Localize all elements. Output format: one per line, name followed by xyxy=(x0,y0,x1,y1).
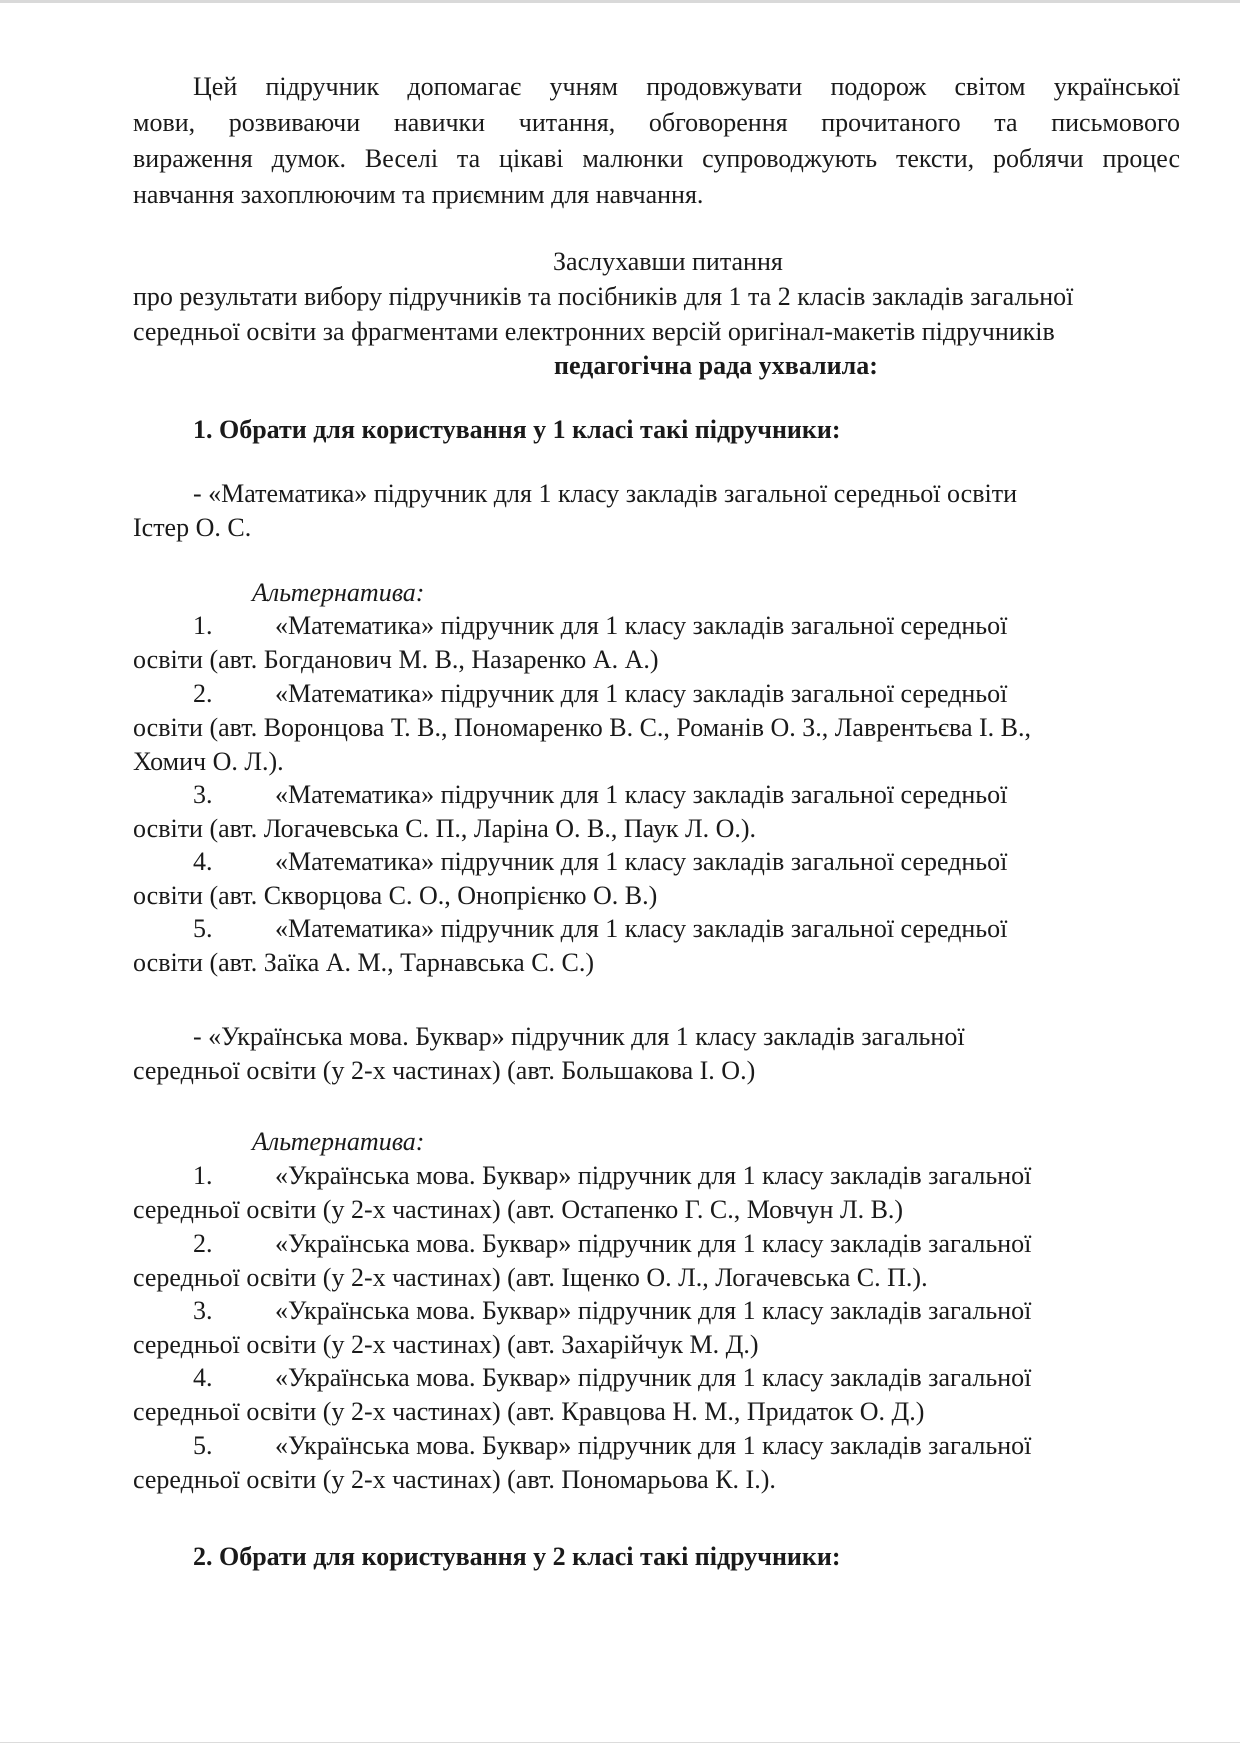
math-alt-3-line-1 xyxy=(193,778,1007,812)
intro-line-3: вираження думок. Веселі та цікаві малюнки супроводжують тексти, роблячи процес xyxy=(133,144,1180,173)
math-alt-3-line-2: освіти (авт. Логачевська С. П., Ларіна О. В., Паук Л. О.). xyxy=(133,814,757,843)
math-alt-4-line-1 xyxy=(193,845,1007,879)
heard-title: Заслухавши питання xyxy=(553,247,783,276)
ukr-alt-5-number: 5. xyxy=(193,1431,213,1460)
ukr-alt-2-line-1 xyxy=(193,1227,1031,1261)
math-alt-4-line-2: освіти (авт. Скворцова С. О., Онопрієнко О. В.) xyxy=(133,881,658,910)
ukr-alt-1-line-1 xyxy=(193,1159,1031,1193)
ukr-alt-4-text: «Українська мова. Буквар» підручник для 1 класу закладів загальної xyxy=(275,1363,1032,1392)
math-main-line-1: - «Математика» підручник для 1 класу закладів загальної середньої освіти xyxy=(193,479,1017,508)
decision-text: педагогічна рада ухвалила: xyxy=(554,351,878,380)
math-alt-5-number: 5. xyxy=(193,914,213,943)
math-alt-4-text: «Математика» підручник для 1 класу закладів загальної середньої xyxy=(275,847,1008,876)
ukr-alt-5-line-2: середньої освіти (у 2-х частинах) (авт. Пономарьова К. І.). xyxy=(133,1465,776,1494)
ukr-alt-3-line-2: середньої освіти (у 2-х частинах) (авт. Захарійчук М. Д.) xyxy=(133,1330,759,1359)
intro-line-4: навчання захоплюючим та приємним для навчання. xyxy=(133,180,704,209)
math-alt-2-line-1 xyxy=(193,677,1007,711)
ukr-alt-1-line-2: середньої освіти (у 2-х частинах) (авт. Остапенко Г. С., Мовчун Л. В.) xyxy=(133,1195,904,1224)
intro-line-1: Цей підручник допомагає учням продовжувати подорож світом української xyxy=(193,72,1180,101)
math-alt-2-number: 2. xyxy=(193,679,213,708)
math-alt-3-text: «Математика» підручник для 1 класу закладів загальної середньої xyxy=(275,780,1008,809)
math-alt-5-text: «Математика» підручник для 1 класу закладів загальної середньої xyxy=(275,914,1008,943)
ukr-main-line-2: середньої освіти (у 2-х частинах) (авт. Большакова І. О.) xyxy=(133,1056,756,1085)
intro-line-2: мови, розвиваючи навички читання, обговорення прочитаного та письмового xyxy=(133,108,1180,137)
heard-line-2: середньої освіти за фрагментами електронних версій оригінал-макетів підручників xyxy=(133,317,1055,346)
ukr-alt-1-number: 1. xyxy=(193,1161,213,1190)
heard-line-1: про результати вибору підручників та посібників для 1 та 2 класів закладів загальної xyxy=(133,282,1074,311)
math-alt-1-line-2: освіти (авт. Богданович М. В., Назаренко А. А.) xyxy=(133,645,659,674)
math-alt-2-line-2: освіти (авт. Воронцова Т. В., Пономаренко В. С., Романів О. З., Лаврентьєва І. В., xyxy=(133,713,1032,742)
ukr-alternative-label: Альтернатива: xyxy=(252,1127,425,1156)
ukr-alt-5-line-1 xyxy=(193,1429,1031,1463)
ukr-alt-3-text: «Українська мова. Буквар» підручник для 1 класу закладів загальної xyxy=(275,1296,1032,1325)
ukr-alt-2-line-2: середньої освіти (у 2-х частинах) (авт. Іщенко О. Л., Логачевська С. П.). xyxy=(133,1263,928,1292)
ukr-alt-5-text: «Українська мова. Буквар» підручник для 1 класу закладів загальної xyxy=(275,1431,1032,1460)
math-alt-5-line-2: освіти (авт. Заїка А. М., Тарнавська С. С.) xyxy=(133,948,595,977)
math-main-line-2: Істер О. С. xyxy=(133,513,252,542)
scan-top-edge xyxy=(0,0,1240,3)
ukr-alt-3-number: 3. xyxy=(193,1296,213,1325)
ukr-alt-2-number: 2. xyxy=(193,1229,213,1258)
math-alt-4-number: 4. xyxy=(193,847,213,876)
ukr-alt-2-text: «Українська мова. Буквар» підручник для 1 класу закладів загальної xyxy=(275,1229,1032,1258)
section-2-heading: 2. Обрати для користування у 2 класі такі підручники: xyxy=(193,1542,841,1571)
scan-bottom-edge xyxy=(0,1742,1240,1743)
ukr-alt-4-number: 4. xyxy=(193,1363,213,1392)
math-alt-1-text: «Математика» підручник для 1 класу закладів загальної середньої xyxy=(275,611,1008,640)
ukr-alt-1-text: «Українська мова. Буквар» підручник для 1 класу закладів загальної xyxy=(275,1161,1032,1190)
ukr-alt-4-line-1 xyxy=(193,1361,1031,1395)
math-alt-1-line-1 xyxy=(193,609,1007,643)
math-alt-2-text: «Математика» підручник для 1 класу закладів загальної середньої xyxy=(275,679,1008,708)
section-1-heading: 1. Обрати для користування у 1 класі такі підручники: xyxy=(193,415,841,444)
math-alt-2-line-3: Хомич О. Л.). xyxy=(133,747,284,776)
math-alt-5-line-1 xyxy=(193,912,1007,946)
math-alternative-label: Альтернатива: xyxy=(252,578,425,607)
math-alt-1-number: 1. xyxy=(193,611,213,640)
ukr-alt-4-line-2: середньої освіти (у 2-х частинах) (авт. Кравцова Н. М., Придаток О. Д.) xyxy=(133,1397,925,1426)
ukr-alt-3-line-1 xyxy=(193,1294,1031,1328)
ukr-main-line-1: - «Українська мова. Буквар» підручник для 1 класу закладів загальної xyxy=(193,1022,965,1051)
math-alt-3-number: 3. xyxy=(193,780,213,809)
